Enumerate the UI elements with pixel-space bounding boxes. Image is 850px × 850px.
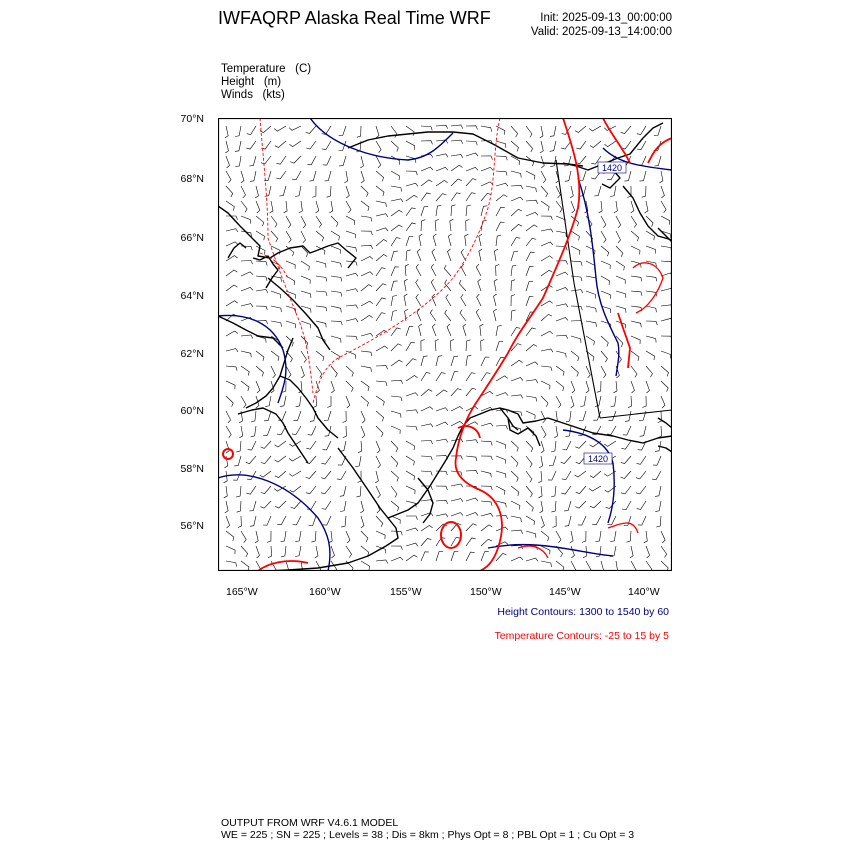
init-time: Init: 2025-09-13_00:00:00 [540, 12, 672, 24]
lon-label-160w: 160°W [309, 586, 341, 598]
map-title: IWFAQRP Alaska Real Time WRF [218, 8, 491, 28]
lat-label-60n: 60°N [180, 405, 204, 417]
height-contour-legend: Height Contours: 1300 to 1540 by 60 [497, 606, 669, 618]
map-panel [218, 118, 672, 571]
lon-label-155w: 155°W [390, 586, 422, 598]
variable-height: Height (m) [221, 76, 282, 88]
lat-label-68n: 68°N [180, 173, 204, 185]
variable-winds: Winds (kts) [221, 89, 285, 101]
lat-label-56n: 56°N [180, 520, 204, 532]
contour-label-text-south: 1420 [587, 454, 609, 464]
model-info-line2: WE = 225 ; SN = 225 ; Levels = 38 ; Dis = 8km ; Phys Opt = 8 ; PBL Opt = 1 ; Cu Opt = 3 [221, 829, 635, 841]
lat-label-70n: 70°N [180, 113, 204, 125]
contour-label-1420-south [584, 453, 612, 464]
lat-label-64n: 64°N [180, 290, 204, 302]
variable-temperature: Temperature (C) [221, 63, 312, 75]
lat-label-58n: 58°N [180, 463, 204, 475]
lon-label-150w: 150°W [470, 586, 502, 598]
lon-label-140w: 140°W [628, 586, 660, 598]
lat-label-66n: 66°N [180, 232, 204, 244]
lat-label-62n: 62°N [180, 348, 204, 360]
lon-label-145w: 145°W [549, 586, 581, 598]
lon-label-165w: 165°W [226, 586, 258, 598]
model-info-line1: OUTPUT FROM WRF V4.6.1 MODEL [221, 817, 399, 829]
contour-label-text-north: 1420 [601, 163, 623, 173]
contour-label-1420-north [598, 162, 626, 173]
valid-time: Valid: 2025-09-13_14:00:00 [530, 26, 672, 38]
temperature-contour-legend: Temperature Contours: -25 to 15 by 5 [494, 630, 669, 642]
